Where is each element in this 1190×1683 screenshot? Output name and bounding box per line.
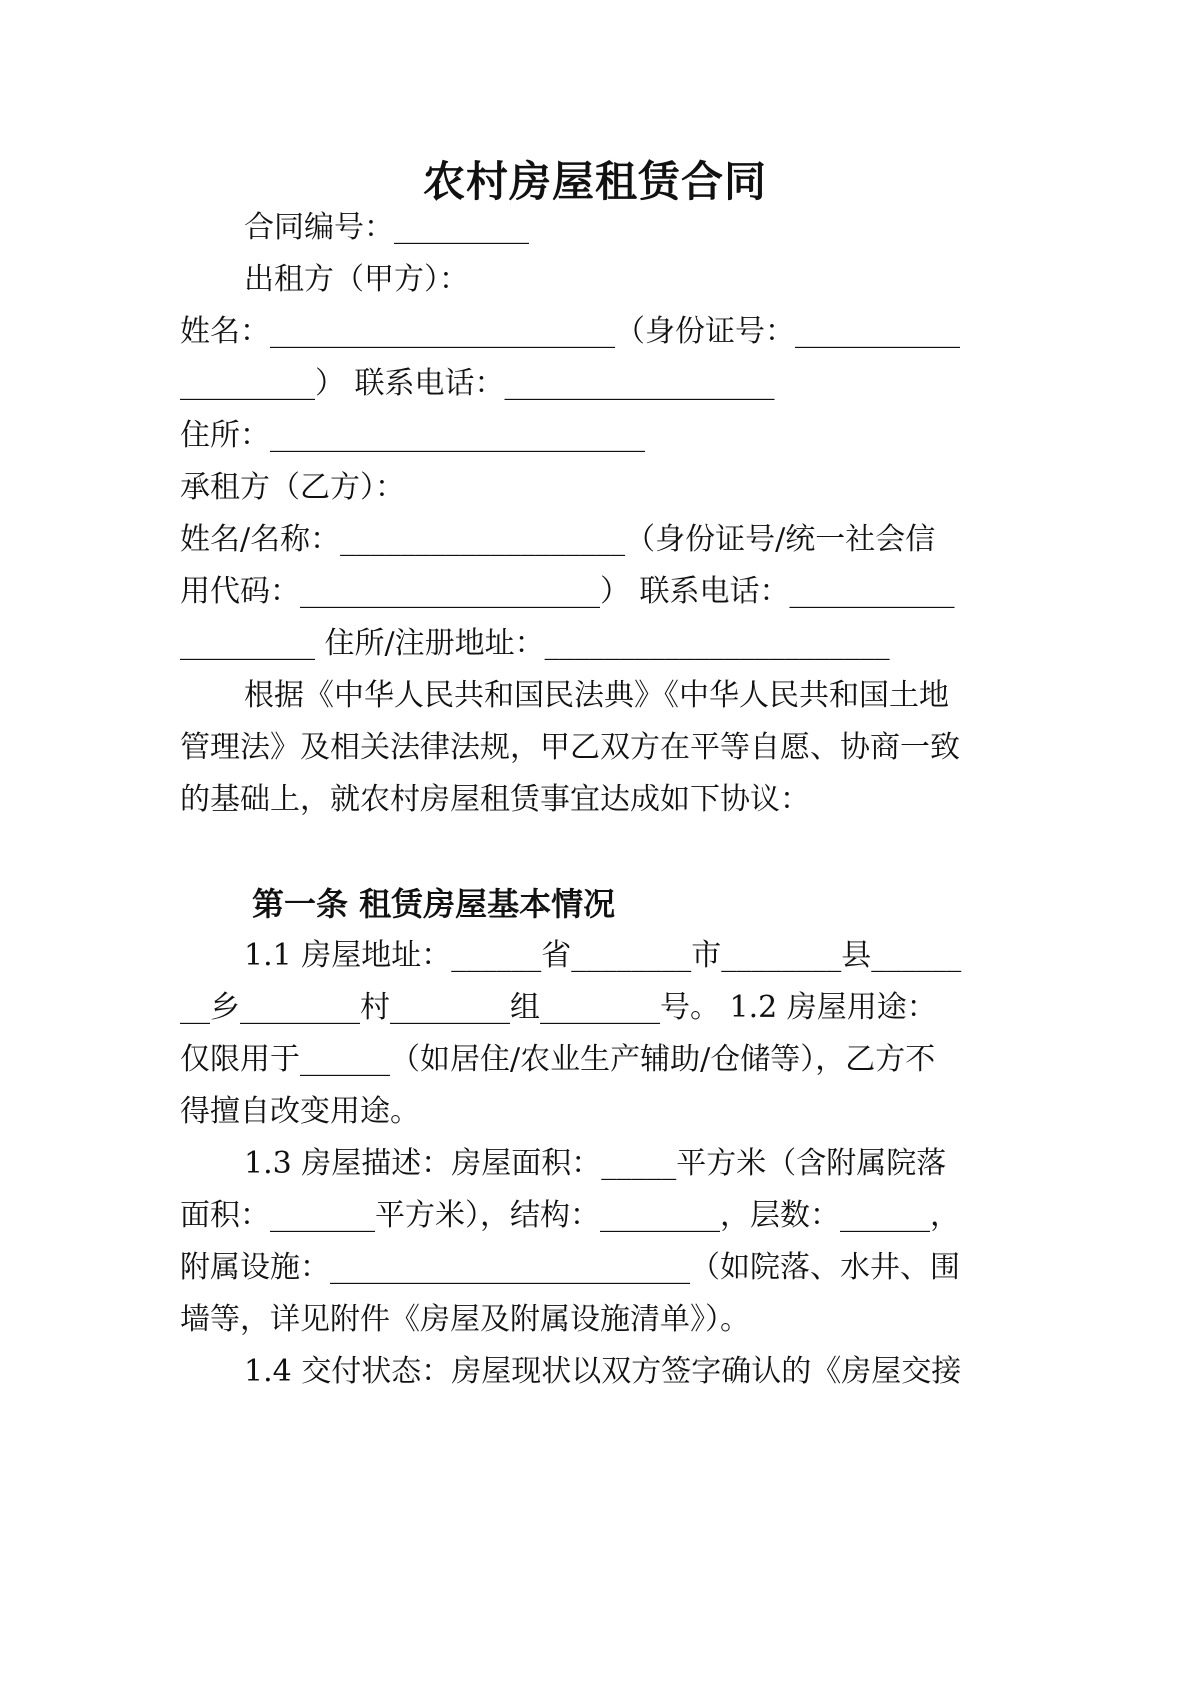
lessee-name-line: 姓名/名称：___________________（身份证号/统一社会信 (180, 522, 936, 557)
article-1-line-1: 1.1 房屋地址：______省________市________县______ (244, 938, 962, 973)
article-1-line-5: 1.3 房屋描述：房屋面积：_____平方米（含附属院落 (244, 1146, 947, 1181)
preamble-line-3: 的基础上，就农村房屋租赁事宜达成如下协议： (180, 782, 810, 817)
lessor-address-line: 住所：_________________________ (180, 418, 645, 453)
preamble-line-2: 管理法》及相关法律法规，甲乙双方在平等自愿、协商一致 (180, 730, 960, 765)
lessee-code-line: 用代码：____________________） 联系电话：___________ (180, 574, 955, 609)
article-1-line-2: __乡________村________组________号。 1.2 房屋用途： (180, 990, 937, 1025)
contract-number-line: 合同编号：_________ (244, 210, 529, 245)
article-1-heading: 第一条 租赁房屋基本情况 (252, 885, 616, 923)
preamble-line-1: 根据《中华人民共和国民法典》《中华人民共和国土地 (244, 678, 949, 713)
article-1-line-9: 1.4 交付状态：房屋现状以双方签字确认的《房屋交接 (244, 1354, 962, 1389)
article-1-line-7: 附属设施：________________________（如院落、水井、围 (180, 1250, 960, 1285)
lessor-phone-line: _________） 联系电话：__________________ (180, 366, 775, 401)
lessee-label: 承租方（乙方）： (180, 470, 405, 505)
article-1-line-8: 墙等，详见附件《房屋及附属设施清单》）。 (180, 1302, 750, 1337)
article-1-line-4: 得擅自改变用途。 (180, 1094, 420, 1129)
lessee-address-line: _________ 住所/注册地址：_______________________ (180, 626, 890, 661)
lessor-name-line: 姓名：_______________________（身份证号：___________ (180, 314, 960, 349)
lessor-label: 出租方（甲方）： (244, 262, 469, 297)
article-1-line-3: 仅限用于______（如居住/农业生产辅助/仓储等），乙方不 (180, 1042, 936, 1077)
document-title: 农村房屋租赁合同 (422, 157, 767, 206)
article-1-line-6: 面积：_______平方米），结构：________，层数：______， (180, 1198, 960, 1233)
